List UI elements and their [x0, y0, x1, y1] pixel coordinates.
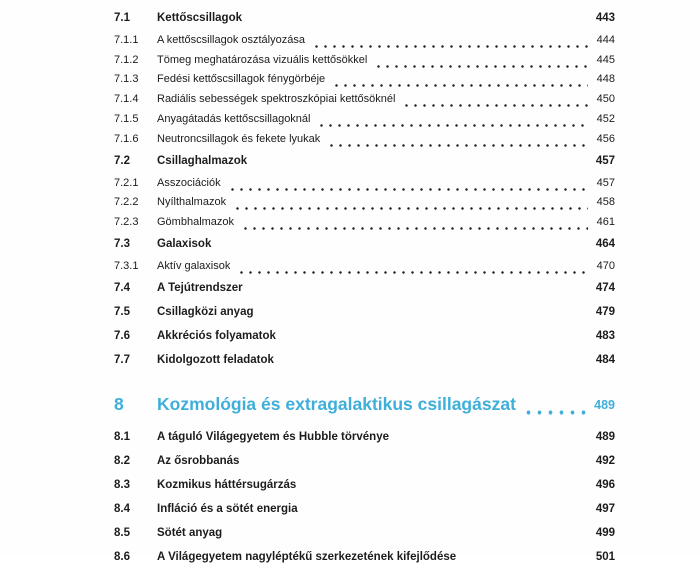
toc-entry-title: Csillaghalmazok: [157, 154, 248, 167]
toc-entry-number: 8.5: [114, 526, 130, 539]
toc-entry-number: 7.3: [114, 238, 130, 251]
dot-leader: [249, 13, 588, 23]
toc-entry-page: 448: [596, 73, 615, 86]
toc-entry-page: 456: [596, 132, 615, 145]
toc-entry-title: Sötét anyag: [157, 526, 223, 539]
dot-leader: [402, 97, 588, 107]
toc-entry-title: Fedési kettőscsillagok fénygörbéje: [157, 73, 326, 86]
toc-entry-7.1.3[interactable]: [114, 70, 615, 90]
dot-leader: [303, 480, 588, 490]
toc-entry-page: 499: [595, 526, 615, 539]
toc-entry-number: 7.1.4: [114, 93, 139, 106]
toc-entry-7.2[interactable]: [114, 149, 615, 173]
toc-entry-number: 7.7: [114, 353, 130, 366]
toc-entry-7.2.2[interactable]: [114, 193, 615, 213]
dot-leader: [463, 552, 588, 562]
toc-entry-page: 474: [595, 281, 615, 294]
toc-entry-number: 7.3.1: [114, 260, 139, 273]
toc-entry-page: 501: [595, 550, 615, 563]
toc-entry-7.5[interactable]: [114, 300, 615, 324]
toc-entry-7.1.6[interactable]: [114, 129, 615, 149]
toc-entry-title: Kettőscsillagok: [157, 12, 242, 24]
dot-leader: [228, 181, 588, 191]
toc-entry-title: Az ősrobbanás: [157, 454, 240, 467]
toc-entry-number: 7.4: [114, 281, 130, 294]
toc-list: [114, 6, 615, 569]
toc-entry-8[interactable]: [114, 392, 615, 418]
toc-entry-7.4[interactable]: [114, 276, 615, 300]
toc-entry-7.1.5[interactable]: [114, 109, 615, 129]
toc-entry-7.2.3[interactable]: [114, 212, 615, 232]
toc-entry-title: Akkréciós folyamatok: [157, 329, 276, 342]
toc-entry-title: Radiális sebességek spektroszkópiai kettősöknél: [157, 93, 396, 106]
toc-entry-number: 7.2: [114, 154, 130, 167]
toc-entry-7.1.2[interactable]: [114, 50, 615, 70]
toc-entry-number: 8.4: [114, 502, 130, 515]
toc-entry-number: 7.1.6: [114, 132, 139, 145]
dot-leader: [261, 307, 588, 317]
toc-entry-title: Csillagközi anyag: [157, 305, 254, 318]
toc-entry-title: Tömeg meghatározása vizuális kettősökkel: [157, 53, 368, 66]
toc-entry-page: 470: [596, 260, 615, 273]
toc-entry-page: 450: [596, 93, 615, 106]
toc-entry-7.2.1[interactable]: [114, 173, 615, 193]
toc-entry-number: 7.1.2: [114, 53, 139, 66]
toc-entry-title: Asszociációk: [157, 176, 221, 189]
toc-entry-title: Kozmikus háttérsugárzás: [157, 478, 297, 491]
toc-entry-number: 8.3: [114, 478, 130, 491]
toc-entry-number: 7.1.1: [114, 33, 139, 46]
toc-entry-number: 7.1.3: [114, 73, 139, 86]
toc-entry-7.6[interactable]: [114, 324, 615, 348]
toc-entry-title: Neutroncsillagok és fekete lyukak: [157, 132, 321, 145]
dot-leader: [374, 58, 588, 68]
toc-entry-title: A Tejútrendszer: [157, 281, 243, 294]
toc-entry-page: 457: [595, 154, 615, 167]
toc-entry-8.4[interactable]: [114, 497, 615, 521]
dot-leader: [281, 355, 588, 365]
toc-entry-page: 445: [596, 53, 615, 66]
toc-entry-title: Gömbhalmazok: [157, 216, 235, 229]
toc-entry-title: Infláció és a sötét energia: [157, 502, 298, 515]
dot-leader: [237, 264, 588, 274]
toc-entry-page: 452: [596, 113, 615, 126]
toc-entry-page: 479: [595, 305, 615, 318]
dot-leader: [246, 456, 588, 466]
toc-entry-title: A táguló Világegyetem és Hubble törvénye: [157, 430, 389, 443]
dot-leader: [233, 200, 588, 210]
toc-entry-title: Aktív galaxisok: [157, 260, 231, 273]
toc-entry-title: A kettőscsillagok osztályozása: [157, 33, 305, 46]
toc-entry-page: 492: [595, 454, 615, 467]
dot-leader: [283, 331, 588, 341]
toc-entry-7.1.4[interactable]: [114, 89, 615, 109]
dot-leader: [229, 528, 588, 538]
toc-entry-page: 496: [595, 478, 615, 491]
toc-entry-title: Kidolgozott feladatok: [157, 353, 274, 366]
toc-entry-7.1[interactable]: [114, 6, 615, 30]
dot-leader: [241, 220, 588, 230]
dot-leader: [250, 283, 588, 293]
toc-entry-page: 484: [595, 353, 615, 366]
toc-entry-title: Galaxisok: [157, 238, 212, 251]
toc-entry-page: 483: [595, 329, 615, 342]
toc-entry-number: 8.1: [114, 430, 130, 443]
toc-entry-7.3[interactable]: [114, 232, 615, 256]
toc-entry-7.1.1[interactable]: [114, 30, 615, 50]
toc-entry-number: 7.1.5: [114, 113, 139, 126]
toc-entry-8.1[interactable]: [114, 425, 615, 449]
toc-entry-number: 8: [114, 394, 124, 415]
toc-entry-8.5[interactable]: [114, 521, 615, 545]
toc-entry-page: 464: [595, 238, 615, 251]
dot-leader: [317, 117, 588, 127]
toc-entry-number: 7.6: [114, 329, 130, 342]
toc-entry-title: Kozmológia és extragalaktikus csillagászat: [157, 394, 516, 415]
toc-entry-number: 7.1: [114, 12, 130, 24]
toc-entry-number: 7.5: [114, 305, 130, 318]
dot-leader: [332, 77, 588, 87]
dot-leader: [312, 38, 588, 48]
dot-leader: [305, 504, 588, 514]
toc-entry-number: 7.2.2: [114, 196, 139, 209]
toc-entry-number: 8.2: [114, 454, 130, 467]
toc-entry-7.7[interactable]: [114, 348, 615, 372]
dot-leader: [396, 432, 588, 442]
dot-leader: [523, 403, 588, 415]
toc-entry-page: 443: [595, 12, 615, 24]
toc-entry-8.2[interactable]: [114, 449, 615, 473]
toc-entry-number: 7.2.1: [114, 176, 139, 189]
toc-entry-title: A Világegyetem nagyléptékű szerkezetének kifejlődése: [157, 550, 457, 563]
toc-entry-page: 444: [596, 33, 615, 46]
dot-leader: [327, 137, 588, 147]
dot-leader: [254, 156, 588, 166]
toc-entry-page: 458: [596, 196, 615, 209]
toc-entry-page: 489: [595, 430, 615, 443]
dot-leader: [218, 239, 588, 249]
toc-entry-number: 8.6: [114, 550, 130, 563]
toc-entry-title: Nyílthalmazok: [157, 196, 227, 209]
toc-entry-8.3[interactable]: [114, 473, 615, 497]
toc-entry-page: 497: [595, 502, 615, 515]
toc-entry-page: 489: [594, 397, 615, 412]
toc-entry-page: 461: [596, 216, 615, 229]
toc-entry-number: 7.2.3: [114, 216, 139, 229]
toc-entry-page: 457: [596, 176, 615, 189]
toc-entry-8.6[interactable]: [114, 545, 615, 569]
toc-entry-7.3.1[interactable]: [114, 256, 615, 276]
toc-entry-title: Anyagátadás kettőscsillagoknál: [157, 113, 311, 126]
